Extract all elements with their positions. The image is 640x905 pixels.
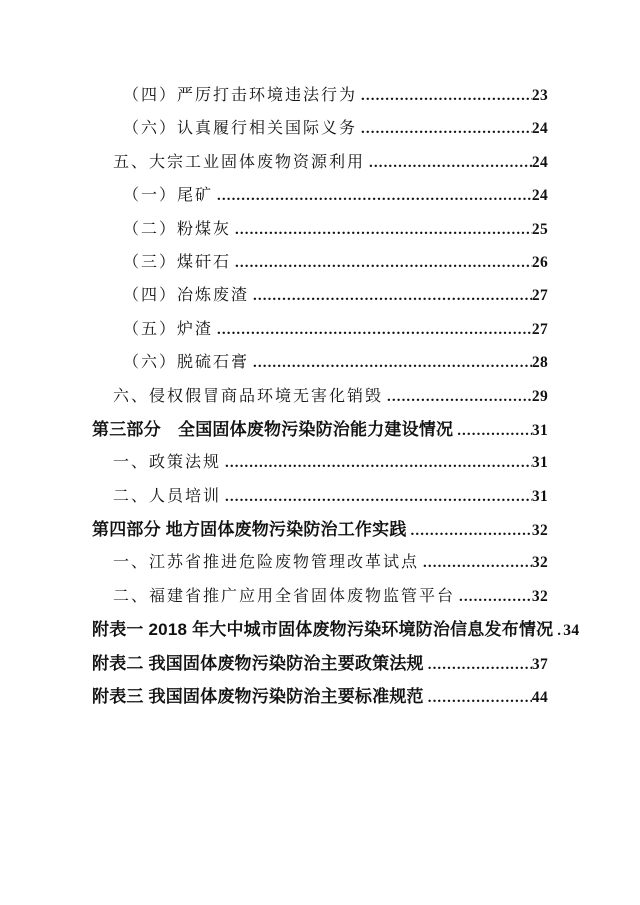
toc-entry[interactable] xyxy=(92,79,548,112)
toc-entry[interactable] xyxy=(92,613,580,646)
dot-leader xyxy=(235,214,532,247)
dot-leader xyxy=(361,80,532,113)
toc-entry-label: 一、政策法规 xyxy=(113,454,222,472)
toc-entry-label: （一）尾矿 xyxy=(123,187,214,205)
toc-entry-page-number: 34 xyxy=(563,622,580,640)
dot-leader xyxy=(361,113,532,146)
toc-entry-label: 六、侵权假冒商品环境无害化销毁 xyxy=(113,387,384,405)
dot-leader xyxy=(428,682,532,715)
dot-leader xyxy=(235,247,532,280)
dot-leader xyxy=(225,481,532,514)
toc-entry[interactable] xyxy=(92,546,548,579)
toc-entry[interactable] xyxy=(92,513,548,546)
toc-entry[interactable] xyxy=(92,213,548,246)
toc-entry[interactable] xyxy=(92,146,548,179)
dot-leader xyxy=(217,180,532,213)
toc-entry-label: 五、大宗工业固体废物资源利用 xyxy=(113,153,366,171)
toc-entry-page-number: 31 xyxy=(531,421,548,439)
toc-entry-page-number: 26 xyxy=(531,253,548,271)
toc-list xyxy=(92,79,580,713)
toc-entry[interactable] xyxy=(92,680,548,713)
dot-leader xyxy=(411,515,532,548)
toc-entry-label: （五）炉渣 xyxy=(123,320,214,338)
toc-entry[interactable] xyxy=(92,580,548,613)
dot-leader xyxy=(253,347,532,380)
toc-entry-page-number: 23 xyxy=(531,87,548,104)
toc-entry-label: 二、人员培训 xyxy=(113,487,222,505)
toc-entry-label: 第三部分 全国固体废物污染防治能力建设情况 xyxy=(92,419,454,439)
toc-entry[interactable] xyxy=(92,413,548,446)
toc-entry-label: 附表一 2018 年大中城市固体废物污染环境防治信息发布情况 xyxy=(92,620,554,640)
toc-entry-page-number: 28 xyxy=(531,354,548,372)
toc-entry-page-number: 31 xyxy=(531,454,548,472)
toc-entry-label: （六）脱硫石膏 xyxy=(123,354,250,372)
toc-entry-label: 二、福建省推广应用全省固体废物监管平台 xyxy=(113,587,456,605)
dot-leader xyxy=(428,649,532,682)
toc-entry-label: （六）认真履行相关国际义务 xyxy=(123,120,358,138)
toc-entry[interactable] xyxy=(92,647,548,680)
dot-leader xyxy=(369,147,532,180)
dot-leader xyxy=(225,447,532,480)
dot-leader xyxy=(423,547,532,580)
toc-entry-label: （二）粉煤灰 xyxy=(123,220,232,238)
toc-entry[interactable] xyxy=(92,246,548,279)
toc-entry-page-number: 44 xyxy=(531,689,548,707)
toc-entry-page-number: 25 xyxy=(531,220,548,238)
toc-entry[interactable] xyxy=(92,112,548,145)
toc-entry-label: 附表三 我国固体废物污染防治主要标准规范 xyxy=(92,687,424,707)
toc-entry[interactable] xyxy=(92,279,548,312)
dot-leader xyxy=(217,314,532,347)
toc-entry[interactable] xyxy=(92,446,548,479)
toc-entry-label: 第四部分 地方固体废物污染防治工作实践 xyxy=(92,520,407,540)
toc-entry-label: （四）严厉打击环境违法行为 xyxy=(123,87,358,104)
toc-entry-page-number: 37 xyxy=(531,655,548,673)
toc-entry-page-number: 32 xyxy=(531,587,548,605)
toc-entry-page-number: 27 xyxy=(531,287,548,305)
toc-entry-page-number: 24 xyxy=(531,187,548,205)
toc-entry-page-number: 27 xyxy=(531,320,548,338)
toc-entry-page-number: 24 xyxy=(531,153,548,171)
toc-entry[interactable] xyxy=(92,380,548,413)
toc-entry-page-number: 32 xyxy=(531,522,548,540)
toc-entry-page-number: 29 xyxy=(531,387,548,405)
toc-entry-label: （四）冶炼废渣 xyxy=(123,287,250,305)
toc-entry-page-number: 24 xyxy=(531,120,548,138)
dot-leader xyxy=(459,581,532,614)
toc-entry-page-number: 31 xyxy=(531,487,548,505)
dot-leader xyxy=(253,280,532,313)
toc-entry[interactable] xyxy=(92,346,548,379)
toc-entry-label: 一、江苏省推进危险废物管理改革试点 xyxy=(113,554,420,572)
dot-leader xyxy=(387,381,532,414)
toc-entry[interactable] xyxy=(92,313,548,346)
toc-entry[interactable] xyxy=(92,480,548,513)
toc-entry-page-number: 32 xyxy=(531,554,548,572)
dot-leader xyxy=(457,415,532,448)
toc-entry-label: （三）煤矸石 xyxy=(123,253,232,271)
toc-entry-label: 附表二 我国固体废物污染防治主要政策法规 xyxy=(92,653,424,673)
toc-entry[interactable] xyxy=(92,179,548,212)
